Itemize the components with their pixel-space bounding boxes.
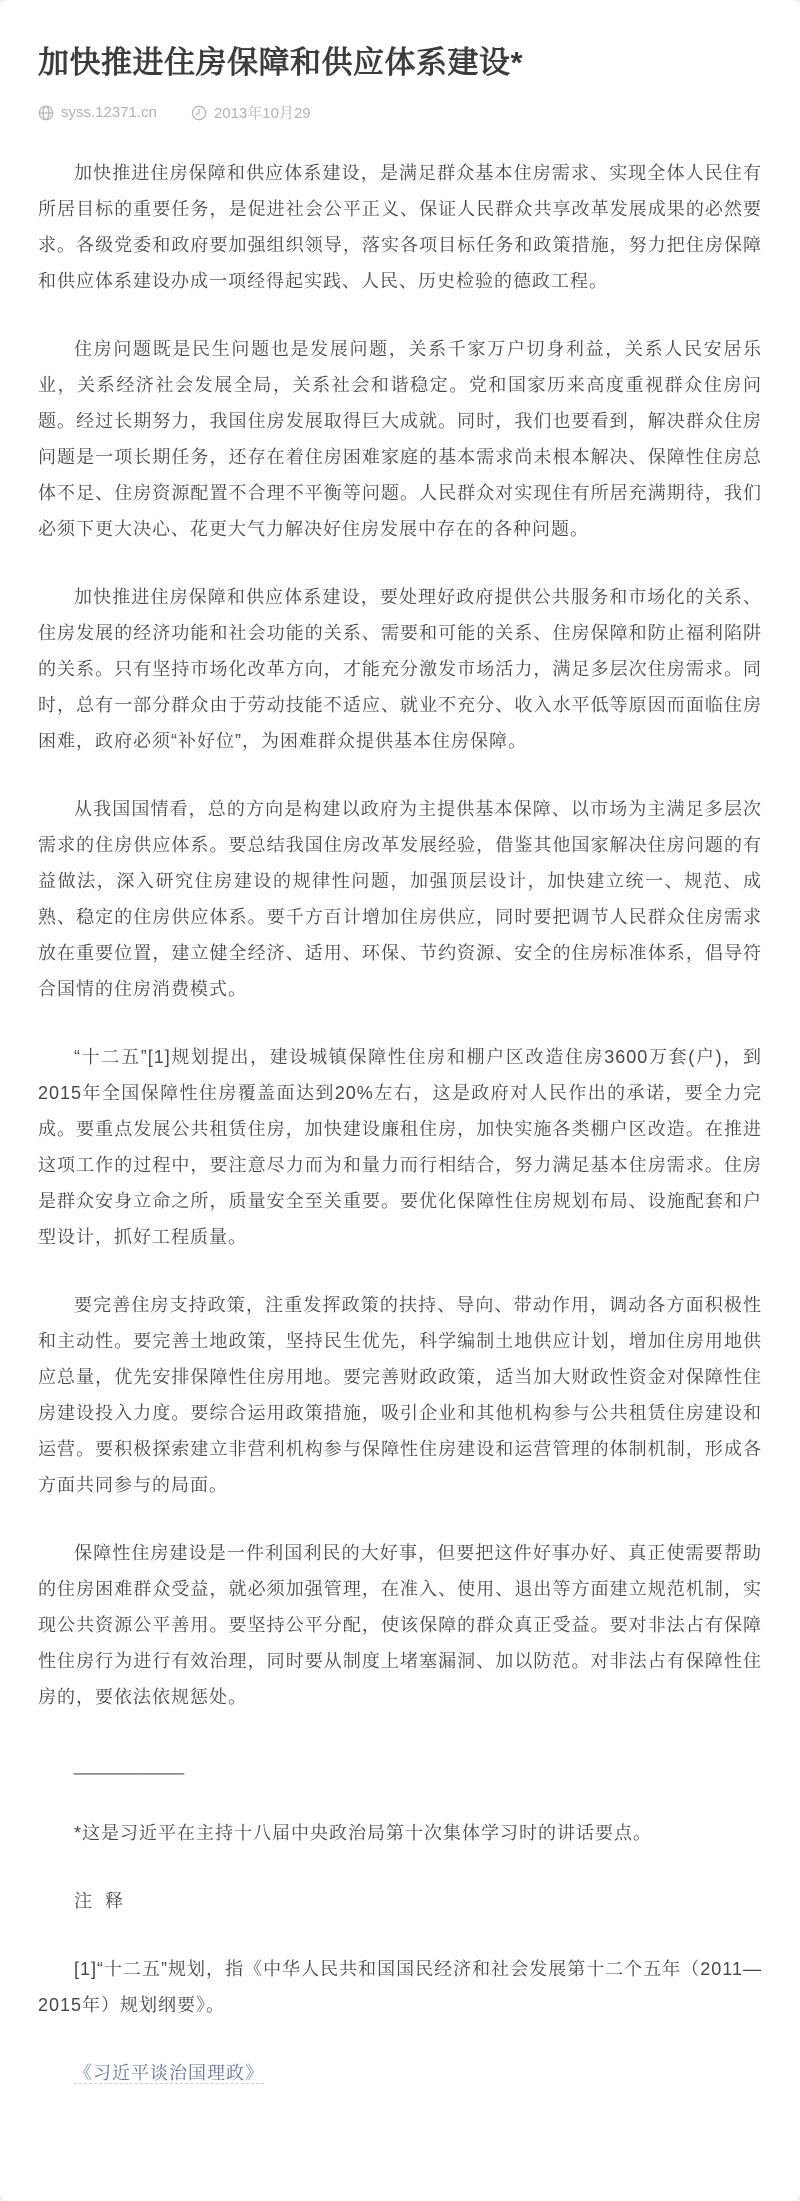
source-text: syss.12371.cn (61, 104, 157, 121)
note-item-1: [1]“十二五”规划，指《中华人民共和国国民经济和社会发展第十二个五年（2011—2015年）规划纲要》。 (38, 1959, 762, 2015)
paragraph-2: 住房问题既是民生问题也是发展问题，关系千家万户切身利益，关系人民安居乐业，关系经济社会发展全局，关系社会和谐稳定。党和国家历来高度重视群众住房问题。经过长期努力，我国住房发展取得巨大成就。同时，我们也要看到，解决群众住房问题是一项长期任务，还存在着住房困难家庭的基本需求尚未根本解决、保障性住房总体不足、住房资源配置不合理不平衡等问题。人民群众对实现住有所居充满期待，我们必须下更大决心、花更大气力解决好住房发展中存在的各种问题。 (38, 339, 762, 539)
paragraph-5: “十二五”[1]规划提出，建设城镇保障性住房和棚户区改造住房3600万套(户)，到2015年全国保障性住房覆盖面达到20%左右，这是政府对人民作出的承诺，要全力完成。要重点发展公共租赁住房，加快建设廉租住房，加快实施各类棚户区改造。在推进这项工作的过程中，要注意尽力而为和量力而行相结合，努力满足基本住房需求。住房是群众安身立命之所，质量安全至关重要。要优化保障性住房规划布局、设施配套和户型设计，抓好工程质量。 (38, 1047, 762, 1247)
footnote-divider: ___________ (74, 1755, 185, 1775)
book-link[interactable]: 《习近平谈治国理政》 (74, 2063, 264, 2083)
paragraph-3: 加快推进住房保障和供应体系建设，要处理好政府提供公共服务和市场化的关系、住房发展的经济功能和社会功能的关系、需要和可能的关系、住房保障和防止福利陷阱的关系。只有坚持市场化改革方向，才能充分激发市场活力，满足多层次住房需求。同时，总有一部分群众由于劳动技能不适应、就业不充分、收入水平低等原因而面临住房困难，政府必须“补好位”，为困难群众提供基本住房保障。 (38, 587, 762, 751)
clock-icon (191, 105, 207, 121)
article-body (38, 155, 762, 2091)
date-text: 2013年10月29 (213, 105, 311, 122)
paragraph-1: 加快推进住房保障和供应体系建设，是满足群众基本住房需求、实现全体人民住有所居目标的重要任务，是促进社会公平正义、保证人民群众共享改革发展成果的必然要求。各级党委和政府要加强组织领导，落实各项目标任务和政策措施，努力把住房保障和供应体系建设办成一项经得起实践、人民、历史检验的德政工程。 (38, 163, 762, 291)
meta-source (38, 104, 157, 121)
footnote-text: *这是习近平在主持十八届中央政治局第十次集体学习时的讲话要点。 (74, 1823, 653, 1843)
paragraph-6: 要完善住房支持政策，注重发挥政策的扶持、导向、带动作用，调动各方面积极性和主动性。要完善土地政策，坚持民生优先，科学编制土地供应计划，增加住房用地供应总量，优先安排保障性住房用地。要完善财政政策，适当加大财政性资金对保障性住房建设投入力度。要综合运用政策措施，吸引企业和其他机构参与公共租赁住房建设和运营。要积极探索建立非营利机构参与保障性住房建设和运营管理的体制机制，形成各方面共同参与的局面。 (38, 1295, 762, 1495)
page-title: 加快推进住房保障和供应体系建设* (38, 45, 524, 80)
meta-date (191, 102, 311, 123)
meta-row (38, 102, 762, 123)
book-link-row (38, 2055, 762, 2091)
paragraph-4: 从我国国情看，总的方向是构建以政府为主提供基本保障、以市场为主满足多层次需求的住房供应体系。要总结我国住房改革发展经验，借鉴其他国家解决住房问题的有益做法，深入研究住房建设的规律性问题，加强顶层设计，加快建立统一、规范、成熟、稳定的住房供应体系。要千方百计增加住房供应，同时要把调节人民群众住房需求放在重要位置，建立健全经济、适用、环保、节约资源、安全的住房标准体系，倡导符合国情的住房消费模式。 (38, 799, 762, 999)
notes-heading: 注 释 (74, 1891, 128, 1911)
globe-icon (38, 105, 54, 121)
paragraph-7: 保障性住房建设是一件利国利民的大好事，但要把这件好事办好、真正使需要帮助的住房困难群众受益，就必须加强管理，在准入、使用、退出等方面建立规范机制，实现公共资源公平善用。要坚持公平分配，使该保障的群众真正受益。要对非法占有保障性住房行为进行有效治理，同时要从制度上堵塞漏洞、加以防范。对非法占有保障性住房的，要依法依规惩处。 (38, 1543, 762, 1707)
